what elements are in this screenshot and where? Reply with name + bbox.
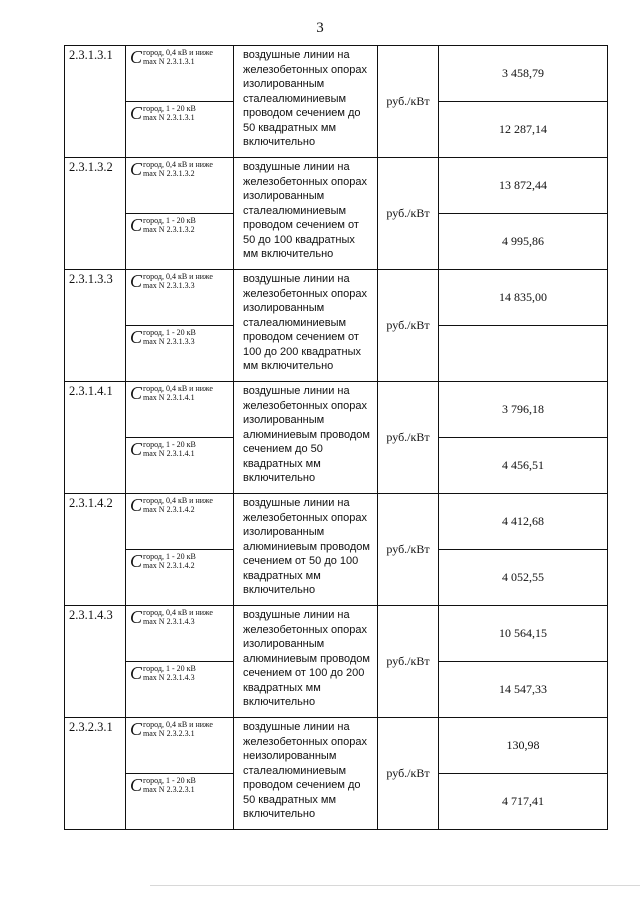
rate-symbol-subscript: max N 2.3.1.4.2: [143, 505, 195, 514]
rate-symbol-1: [126, 270, 234, 326]
tariff-table-body: [65, 46, 608, 830]
rate-symbol-superscript: город, 0,4 кВ и ниже: [143, 48, 213, 57]
rate-value-medium-voltage: 4 995,86: [439, 214, 608, 270]
unit-of-measure: руб./кВт: [378, 718, 439, 830]
page-number: 3: [316, 20, 324, 36]
rate-symbol-c: C: [130, 439, 143, 459]
rate-symbol-subscript: max N 2.3.1.3.3: [143, 337, 195, 346]
rate-symbol-superscript: город, 1 - 20 кВ: [143, 328, 196, 337]
table-row: [65, 606, 608, 662]
rate-symbol-subscript: max N 2.3.1.4.3: [143, 673, 195, 682]
rate-symbol-superscript: город, 0,4 кВ и ниже: [143, 608, 213, 617]
rate-value-low-voltage: 3 458,79: [439, 46, 608, 102]
rate-value-medium-voltage: 14 547,33: [439, 662, 608, 718]
rate-value-low-voltage: 3 796,18: [439, 382, 608, 438]
tariff-table: [64, 45, 608, 830]
rate-symbol-1: [126, 718, 234, 774]
rate-symbol-1: [126, 158, 234, 214]
rate-symbol-2: [126, 774, 234, 830]
rate-symbol-2: [126, 438, 234, 494]
rate-symbol-c: C: [130, 383, 143, 403]
rate-symbol-subscript: max N 2.3.2.3.1: [143, 785, 195, 794]
rate-symbol-superscript: город, 0,4 кВ и ниже: [143, 496, 213, 505]
table-row: [65, 158, 608, 214]
rate-symbol-subscript: max N 2.3.1.3.1: [143, 57, 195, 66]
rate-value-low-voltage: 4 412,68: [439, 494, 608, 550]
item-description: воздушные линии на железобетонных опорах изолированным сталеалюминиевым проводом сечением до 50 квадратных мм включительно: [234, 46, 378, 158]
rate-symbol-c: C: [130, 495, 143, 515]
unit-of-measure: руб./кВт: [378, 382, 439, 494]
rate-symbol-c: C: [130, 719, 143, 739]
rate-value-medium-voltage: [439, 326, 608, 382]
rate-symbol-2: [126, 102, 234, 158]
unit-of-measure: руб./кВт: [378, 46, 439, 158]
table-row: [65, 382, 608, 438]
item-code: 2.3.1.3.1: [65, 46, 126, 158]
item-description: воздушные линии на железобетонных опорах изолированным сталеалюминиевым проводом сечением от 50 до 100 квадратных мм включительно: [234, 158, 378, 270]
rate-symbol-superscript: город, 0,4 кВ и ниже: [143, 272, 213, 281]
bottom-rule: [150, 885, 640, 886]
table-row: [65, 270, 608, 326]
item-description: воздушные линии на железобетонных опорах изолированным алюминиевым проводом сечением от 50 до 100 квадратных мм включительно: [234, 494, 378, 606]
rate-value-low-voltage: 14 835,00: [439, 270, 608, 326]
rate-symbol-subscript: max N 2.3.1.4.1: [143, 393, 195, 402]
item-code: 2.3.1.3.2: [65, 158, 126, 270]
rate-symbol-superscript: город, 1 - 20 кВ: [143, 552, 196, 561]
rate-value-low-voltage: 130,98: [439, 718, 608, 774]
rate-symbol-2: [126, 214, 234, 270]
item-description: воздушные линии на железобетонных опорах неизолированным сталеалюминиевым проводом сечением до 50 квадратных мм включительно: [234, 718, 378, 830]
rate-symbol-c: C: [130, 159, 143, 179]
rate-symbol-2: [126, 550, 234, 606]
rate-symbol-2: [126, 662, 234, 718]
rate-value-medium-voltage: 12 287,14: [439, 102, 608, 158]
item-code: 2.3.1.4.1: [65, 382, 126, 494]
rate-symbol-subscript: max N 2.3.1.3.2: [143, 169, 195, 178]
table-row: [65, 494, 608, 550]
rate-symbol-subscript: max N 2.3.1.3.3: [143, 281, 195, 290]
rate-symbol-subscript: max N 2.3.1.3.1: [143, 113, 195, 122]
item-description: воздушные линии на железобетонных опорах изолированным сталеалюминиевым проводом сечением от 100 до 200 квадратных мм включительно: [234, 270, 378, 382]
rate-symbol-superscript: город, 0,4 кВ и ниже: [143, 720, 213, 729]
rate-symbol-subscript: max N 2.3.1.4.3: [143, 617, 195, 626]
item-description: воздушные линии на железобетонных опорах изолированным алюминиевым проводом сечением от 100 до 200 квадратных мм включительно: [234, 606, 378, 718]
rate-symbol-superscript: город, 1 - 20 кВ: [143, 440, 196, 449]
rate-symbol-subscript: max N 2.3.1.4.1: [143, 449, 195, 458]
table-row: [65, 718, 608, 774]
rate-symbol-c: C: [130, 215, 143, 235]
item-code: 2.3.2.3.1: [65, 718, 126, 830]
rate-value-medium-voltage: 4 717,41: [439, 774, 608, 830]
rate-symbol-c: C: [130, 271, 143, 291]
rate-symbol-1: [126, 46, 234, 102]
rate-symbol-superscript: город, 1 - 20 кВ: [143, 664, 196, 673]
rate-symbol-superscript: город, 1 - 20 кВ: [143, 104, 196, 113]
rate-symbol-superscript: город, 1 - 20 кВ: [143, 216, 196, 225]
rate-symbol-2: [126, 326, 234, 382]
rate-symbol-c: C: [130, 327, 143, 347]
rate-symbol-1: [126, 494, 234, 550]
item-code: 2.3.1.4.2: [65, 494, 126, 606]
rate-value-medium-voltage: 4 052,55: [439, 550, 608, 606]
rate-symbol-c: C: [130, 775, 143, 795]
unit-of-measure: руб./кВт: [378, 270, 439, 382]
rate-symbol-c: C: [130, 103, 143, 123]
rate-symbol-1: [126, 382, 234, 438]
rate-symbol-c: C: [130, 663, 143, 683]
rate-symbol-superscript: город, 0,4 кВ и ниже: [143, 160, 213, 169]
rate-symbol-superscript: город, 0,4 кВ и ниже: [143, 384, 213, 393]
unit-of-measure: руб./кВт: [378, 494, 439, 606]
rate-value-medium-voltage: 4 456,51: [439, 438, 608, 494]
rate-symbol-superscript: город, 1 - 20 кВ: [143, 776, 196, 785]
rate-symbol-subscript: max N 2.3.2.3.1: [143, 729, 195, 738]
item-code: 2.3.1.3.3: [65, 270, 126, 382]
rate-symbol-c: C: [130, 551, 143, 571]
item-code: 2.3.1.4.3: [65, 606, 126, 718]
rate-symbol-subscript: max N 2.3.1.3.2: [143, 225, 195, 234]
unit-of-measure: руб./кВт: [378, 158, 439, 270]
rate-value-low-voltage: 10 564,15: [439, 606, 608, 662]
unit-of-measure: руб./кВт: [378, 606, 439, 718]
rate-symbol-c: C: [130, 607, 143, 627]
rate-value-low-voltage: 13 872,44: [439, 158, 608, 214]
rate-symbol-subscript: max N 2.3.1.4.2: [143, 561, 195, 570]
item-description: воздушные линии на железобетонных опорах изолированным алюминиевым проводом сечением до 50 квадратных мм включительно: [234, 382, 378, 494]
rate-symbol-1: [126, 606, 234, 662]
table-row: [65, 46, 608, 102]
rate-symbol-c: C: [130, 47, 143, 67]
